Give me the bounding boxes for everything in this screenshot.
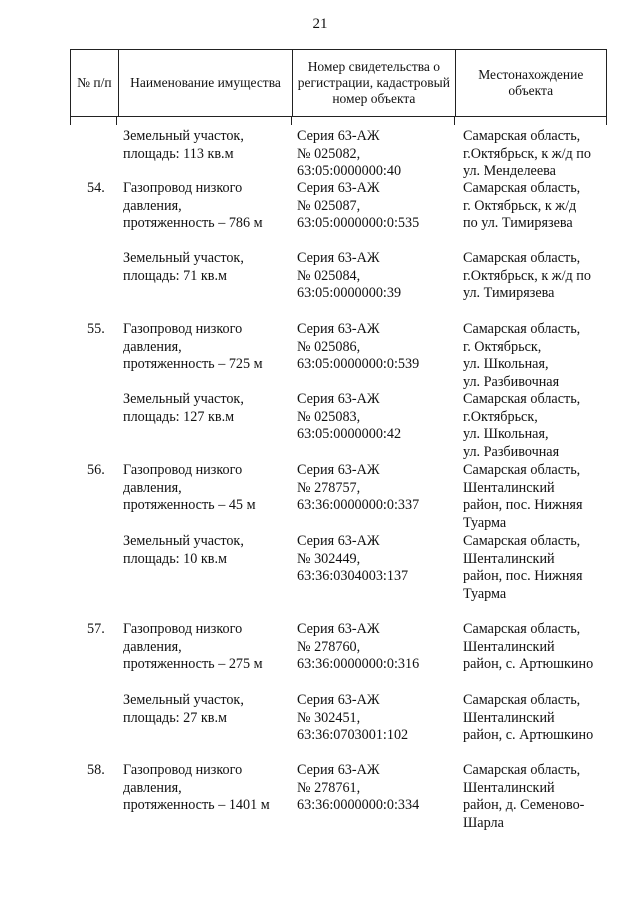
certificate-number-line: № 025083, [297,408,361,425]
property-name [123,391,244,426]
property-name [123,180,263,233]
object-location-line: Туарма [463,514,507,531]
object-location-line: ул. Разбивочная [463,443,560,460]
property-name-line: Газопровод низкого [123,180,243,196]
table-header [70,49,607,117]
property-name [123,533,244,568]
column-rule [70,117,71,125]
object-location [463,621,593,674]
property-name-line: Газопровод низкого [123,762,243,778]
object-location-line: Самарская область, [463,128,581,144]
object-location [463,533,582,603]
certificate-number-line: Серия 63-АЖ [297,692,380,708]
property-name-line: давления, [123,338,182,355]
object-location-line: Самарская область, [463,462,581,478]
certificate-number-line: 63:36:0000000:0:334 [297,797,420,813]
property-name [123,250,244,285]
certificate-number [297,391,401,444]
certificate-number-line: Серия 63-АЖ [297,321,380,337]
object-location-line: ул. Разбивочная [463,373,560,390]
object-location-line: район, пос. Нижняя [463,497,583,513]
certificate-number [297,250,401,303]
row-number: 54. [87,180,105,196]
property-name-line: давления, [123,479,182,496]
certificate-number-line: Серия 63-АЖ [297,391,380,407]
certificate-number-line: № 025082, [297,145,361,162]
object-location [463,692,593,745]
certificate-number-line: № 025087, [297,197,361,214]
object-location-line: г. Октябрьск, к ж/д [463,197,577,214]
property-name-line: Газопровод низкого [123,321,243,337]
certificate-number [297,692,408,745]
certificate-number-line: № 278760, [297,638,361,655]
object-location-line: Шарла [463,814,504,831]
certificate-number-line: 63:05:0000000:40 [297,163,402,179]
certificate-number-line: 63:05:0000000:0:539 [297,356,420,372]
column-rule [606,117,607,125]
object-location-line: район, пос. Нижняя [463,568,583,584]
column-rule [116,117,117,125]
property-name-line: Земельный участок, [123,533,244,549]
property-name-line: площадь: 127 кв.м [123,408,235,425]
property-name [123,762,270,815]
header-name: Наименование имущества [118,50,292,116]
object-location-line: ул. Школьная, [463,356,549,372]
certificate-number-line: Серия 63-АЖ [297,762,380,778]
certificate-number-line: № 302451, [297,709,361,726]
object-location-line: Самарская область, [463,533,581,549]
object-location-line: по ул. Тимирязева [463,215,573,231]
object-location-line: Самарская область, [463,621,581,637]
property-name-line: Газопровод низкого [123,462,243,478]
certificate-number-line: № 278757, [297,479,361,496]
object-location [463,128,591,181]
certificate-number-line: 63:05:0000000:39 [297,285,402,301]
object-location-line: г. Октябрьск, [463,338,542,355]
property-name [123,128,244,163]
object-location-line: Самарская область, [463,321,581,337]
property-name-line: площадь: 71 кв.м [123,267,228,284]
property-name-line: Газопровод низкого [123,621,243,637]
object-location [463,762,584,832]
header-location: Местонахождение объекта [455,50,606,116]
certificate-number-line: Серия 63-АЖ [297,462,380,478]
certificate-number-line: 63:36:0000000:0:337 [297,497,420,513]
certificate-number-line: 63:05:0000000:0:535 [297,215,420,231]
object-location-line: район, с. Артюшкино [463,727,594,743]
object-location-line: ул. Школьная, [463,426,549,442]
object-location-line: район, с. Артюшкино [463,656,594,672]
property-name-line: Земельный участок, [123,128,244,144]
object-location [463,180,580,233]
certificate-number [297,621,419,674]
certificate-number-line: 63:36:0000000:0:316 [297,656,420,672]
property-name-line: протяженность – 275 м [123,656,263,672]
certificate-number-line: № 025084, [297,267,361,284]
property-name [123,321,263,374]
property-name-line: Земельный участок, [123,250,244,266]
object-location-line: Самарская область, [463,250,581,266]
object-location [463,250,591,303]
object-location-line: район, д. Семеново- [463,797,585,813]
certificate-number-line: № 025086, [297,338,361,355]
object-location-line: Самарская область, [463,391,581,407]
certificate-number-line: Серия 63-АЖ [297,250,380,266]
column-rule [454,117,455,125]
certificate-number [297,462,419,515]
certificate-number-line: 63:36:0703001:102 [297,727,409,743]
property-name [123,621,263,674]
row-number: 55. [87,321,105,337]
property-name-line: давления, [123,638,182,655]
object-location-line: Самарская область, [463,692,581,708]
object-location-line: г.Октябрьск, к ж/д по [463,145,591,162]
object-location-line: ул. Менделеева [463,163,556,179]
row-number: 57. [87,621,105,637]
object-location-line: Туарма [463,585,507,602]
certificate-number-line: № 302449, [297,550,361,567]
certificate-number [297,321,419,374]
object-location-line: Самарская область, [463,762,581,778]
certificate-number [297,128,401,181]
certificate-number-line: 63:36:0304003:137 [297,568,409,584]
object-location-line: Шенталинский [463,709,555,726]
row-number: 56. [87,462,105,478]
object-location-line: г.Октябрьск, к ж/д по [463,267,591,284]
certificate-number-line: Серия 63-АЖ [297,533,380,549]
property-name-line: протяженность – 725 м [123,356,263,372]
object-location-line: Шенталинский [463,550,555,567]
certificate-number-line: 63:05:0000000:42 [297,426,402,442]
row-number: 58. [87,762,105,778]
property-name-line: площадь: 27 кв.м [123,709,228,726]
object-location-line: ул. Тимирязева [463,285,555,301]
certificate-number [297,762,419,815]
object-location-line: Шенталинский [463,779,555,796]
property-name-line: протяженность – 1401 м [123,797,270,813]
object-location [463,391,580,461]
object-location [463,462,582,532]
object-location-line: Самарская область, [463,180,581,196]
object-location-line: г.Октябрьск, [463,408,538,425]
certificate-number-line: Серия 63-АЖ [297,128,380,144]
certificate-number [297,533,408,586]
property-name-line: Земельный участок, [123,391,244,407]
property-name [123,462,256,515]
object-location-line: Шенталинский [463,479,555,496]
property-name-line: Земельный участок, [123,692,244,708]
property-name-line: давления, [123,197,182,214]
property-name-line: протяженность – 786 м [123,215,263,231]
property-name-line: площадь: 113 кв.м [123,145,234,162]
object-location [463,321,580,391]
header-cert: Номер свидетельства о регистрации, кадастровый номер объекта [292,50,454,116]
column-rule [291,117,292,125]
certificate-number-line: Серия 63-АЖ [297,180,380,196]
certificate-number-line: № 278761, [297,779,361,796]
property-name [123,692,244,727]
header-num: № п/п [77,75,112,90]
certificate-number-line: Серия 63-АЖ [297,621,380,637]
property-name-line: давления, [123,779,182,796]
property-name-line: протяженность – 45 м [123,497,256,513]
property-name-line: площадь: 10 кв.м [123,550,228,567]
certificate-number [297,180,419,233]
page-number: 21 [312,16,328,32]
object-location-line: Шенталинский [463,638,555,655]
